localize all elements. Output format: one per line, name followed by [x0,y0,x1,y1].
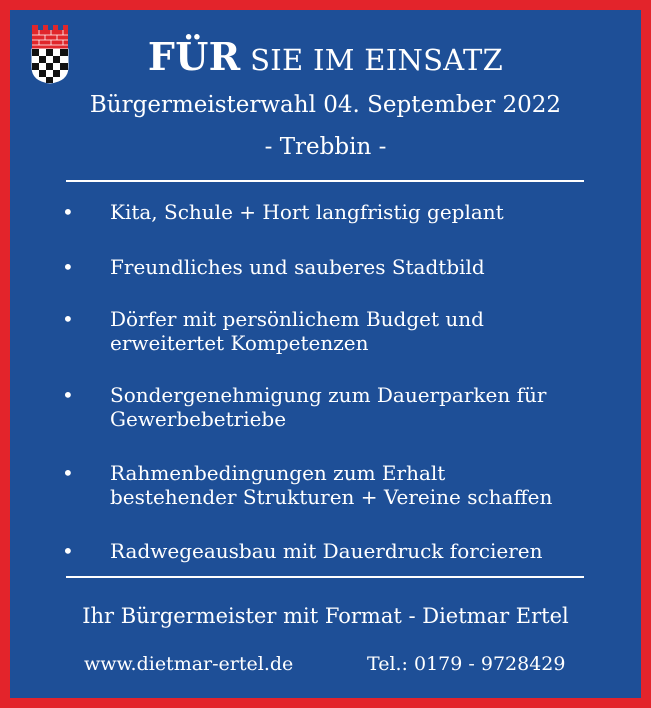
headline-rest: SIE IM EINSATZ [250,43,504,77]
headline-strong: FÜR [147,34,241,79]
program-list [10,10,641,698]
place-name: - Trebbin - [264,134,387,160]
divider-bottom [66,576,584,578]
list-item-text: Dörfer mit persönlichem Budget und erweitertet Kompetenzen [110,307,484,355]
bullet-icon: • [62,383,74,407]
bullet-icon: • [62,461,74,485]
bullet-icon: • [62,307,74,331]
bullet-icon: • [62,539,74,563]
bullet-icon: • [62,255,74,279]
candidate-signature: Ihr Bürgermeister mit Format - Dietmar Ertel [82,604,569,628]
list-item-text: Kita, Schule + Hort langfristig geplant [110,200,504,224]
list-item-text: Rahmenbedingungen zum Erhalt bestehender Strukturen + Vereine schaffen [110,461,553,509]
election-subtitle: Bürgermeisterwahl 04. September 2022 [89,92,562,118]
list-item-text: Radwegeausbau mit Dauerdruck forcieren [110,539,543,563]
website-link[interactable]: www.dietmar-ertel.de [84,653,294,675]
poster-panel [10,10,641,698]
bullet-icon: • [62,200,74,224]
phone-number: Tel.: 0179 - 9728429 [367,653,566,675]
list-item-text: Freundliches und sauberes Stadtbild [110,255,485,279]
list-item-text: Sondergenehmigung zum Dauerparken für Gewerbebetriebe [110,383,547,431]
